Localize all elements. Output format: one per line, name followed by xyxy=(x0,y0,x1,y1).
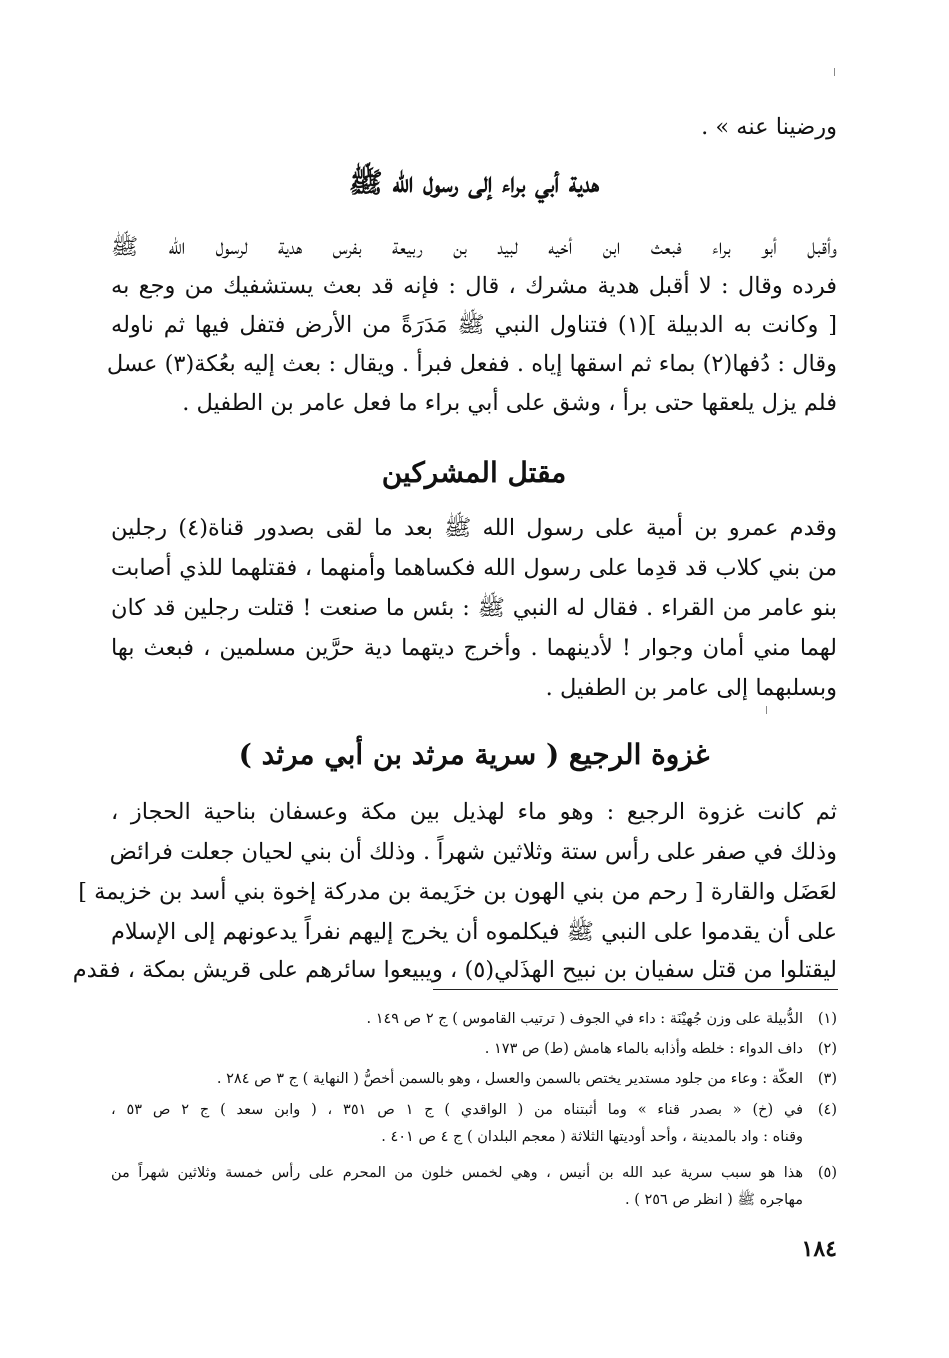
footnote-text: العكّة : وعاء من جلود مستدير يختص بالسمن والعسل ، وهو بالسمن أخصُّ ( النهاية ) ج ٣ ص ٢٨٤ . xyxy=(216,1071,803,1087)
text-line: فرده وقال : لا أقبل هدية مشرك ، قال : فإنه قد بعث يستشفيك من وجع به xyxy=(111,273,837,299)
text-line: ورضينا عنه » . xyxy=(701,114,837,140)
footnote-text: هذا هو سبب سرية عبد الله بن أنيس ، وهي لخمس خلون من المحرم على رأس خمسة وثلاثين شهراً من xyxy=(111,1165,803,1181)
scan-mark xyxy=(766,706,767,714)
text-line: [ وكانت به الدبيلة ](١) فتناول النبي ﷺ مَدَرَةً من الأرض فتفل فيها ثم ناوله xyxy=(111,312,837,338)
text-line: وقال : دُفها(٢) بماء ثم اسقها إياه . ففعل فبرأ . ويقال : بعث إليه بعُكة(٣) عسل xyxy=(106,351,837,377)
text-line: وذلك في صفر على رأس ستة وثلاثين شهراً . وذلك أن بني لحيان جعلت فرائض xyxy=(109,839,837,865)
page-number: ١٨٤ xyxy=(801,1236,837,1262)
text-line: وقدم عمرو بن أمية على رسول الله ﷺ بعد ما لقى بصدور قناة(٤) رجلين xyxy=(111,515,838,541)
section-heading: غزوة الرجيع ( سرية مرثد بن أبي مرثد ) xyxy=(238,738,710,771)
footnote-number: (١) xyxy=(817,1011,837,1027)
footnote-text: وقناه : واد بالمدينة ، وأحد أوديتها الثلاثة ( معجم البلدان ) ج ٤ ص ٤٠١ . xyxy=(381,1129,803,1145)
footnote-number: (٢) xyxy=(817,1041,837,1057)
scan-mark xyxy=(834,68,835,76)
footnote-number: (٥) xyxy=(817,1165,837,1181)
footnote-number: (٤) xyxy=(817,1102,837,1118)
footnote-text: في (خ) « بصدر قناء » وما أثبتناه من ( الواقدي ) ج ١ ص ٣٥١ ، ( وابن سعد ) ج ٢ ص ٥٣ ، xyxy=(111,1102,804,1118)
section-heading: مقتل المشركين xyxy=(381,456,567,489)
footnote-separator xyxy=(433,989,838,990)
text-line: ليقتلوا من قتل سفيان بن نبيح الهذَلي(٥) ، ويبيعوا سائرهم على قريش بمكة ، فقدم xyxy=(72,957,837,983)
text-line: لهما مني أمان وجوار ! لأدينهما . وأخرج ديتهما دية حرَّين مسلمين ، فبعث بها xyxy=(111,635,837,661)
text-line: لعَضَل والقارة [ رحم من بني الهون بن خزَيمة بن مدركة إخوة بني أسد بن خزيمة ] xyxy=(78,879,837,905)
footnote-text: مهاجره ﷺ ( انظر ص ٢٥٦ ) . xyxy=(625,1192,803,1208)
text-line: فلم يزل يلعقها حتى برأ ، وشق على أبي براء ما فعل عامر بن الطفيل . xyxy=(182,390,837,416)
footnote-text: داف الدواء : خلطه وأذابه بالماء هامش (ط) ص ١٧٣ . xyxy=(484,1041,803,1057)
text-line: وبسلبهما إلى عامر بن الطفيل . xyxy=(545,675,837,701)
text-line: من بني كلاب قد قدِما على رسول الله فكساهما وأمنهما ، فقتلهما للذي أصابت xyxy=(111,555,837,581)
footnote-number: (٣) xyxy=(817,1071,837,1087)
text-line: وأقبل أبو براء فبعث ابن أخيه لبيد بن ربيعة بفرس هدية لرسول الله ﷺ xyxy=(111,234,837,260)
section-heading: هدية أبي براء إلى رسول الله ﷺ xyxy=(348,166,600,199)
footnote-text: الدُّبيلة على وزن جُهيْنَة : داء في الجوف ( ترتيب القاموس ) ج ٢ ص ١٤٩ . xyxy=(366,1011,803,1027)
text-line: بنو عامر من القراء . فقال له النبي ﷺ : بئس ما صنعت ! قتلت رجلين قد كان xyxy=(111,595,837,621)
text-line: ثم كانت غزوة الرجيع : وهو ماء لهذيل بين مكة وعسفان بناحية الحجاز ، xyxy=(111,799,837,825)
text-line: على أن يقدموا على النبي ﷺ فيكلموه أن يخرج إليهم نفراً يدعونهم إلى الإسلام xyxy=(111,919,837,945)
